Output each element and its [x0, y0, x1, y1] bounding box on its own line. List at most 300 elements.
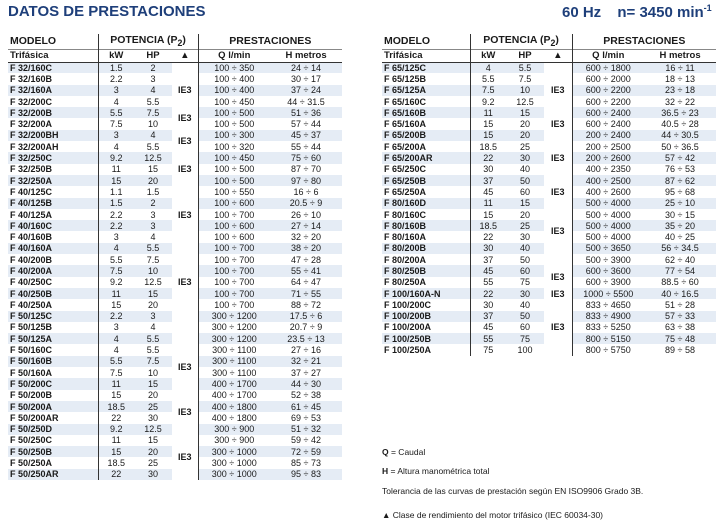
- flow-cell: 100 ÷ 700: [198, 254, 270, 265]
- hp-cell: 7.5: [134, 356, 172, 367]
- kw-cell: 4: [98, 141, 134, 152]
- flow-cell: 100 ÷ 600: [198, 198, 270, 209]
- hp-cell: 25: [506, 220, 544, 231]
- flow-cell: 100 ÷ 500: [198, 164, 270, 175]
- kw-cell: 30: [470, 164, 506, 175]
- hp-cell: 40: [506, 243, 544, 254]
- kw-cell: 2.2: [98, 73, 134, 84]
- flow-cell: 833 ÷ 5250: [572, 322, 644, 333]
- head-cell: 57 ÷ 44: [270, 118, 342, 129]
- hp-cell: 20: [134, 446, 172, 457]
- kw-cell: 2.2: [98, 220, 134, 231]
- hp-cell: 12.5: [134, 277, 172, 288]
- model-cell: F 50/160A: [8, 367, 98, 378]
- model-cell: F 50/125C: [8, 311, 98, 322]
- kw-cell: 15: [98, 446, 134, 457]
- model-cell: F 40/200A: [8, 265, 98, 276]
- head-cell: 35 ÷ 20: [644, 220, 716, 231]
- model-cell: F 50/250AR: [8, 469, 98, 480]
- table-row: [382, 265, 716, 276]
- kw-cell: 15: [470, 130, 506, 141]
- kw-cell: 1.5: [98, 198, 134, 209]
- hp-cell: 10: [506, 85, 544, 96]
- flow-cell: 100 ÷ 450: [198, 96, 270, 107]
- kw-cell: 3: [98, 85, 134, 96]
- flow-cell: 100 ÷ 700: [198, 265, 270, 276]
- legend-tolerance: Tolerancia de las curvas de prestación según EN ISO9906 Grado 3B.: [382, 486, 644, 496]
- table-row: [382, 254, 716, 265]
- kw-cell: 2.2: [98, 311, 134, 322]
- hp-cell: 4: [134, 130, 172, 141]
- efficiency-class-cell: IE3: [544, 311, 572, 345]
- flow-cell: 200 ÷ 2400: [572, 130, 644, 141]
- head-cell: 18 ÷ 13: [644, 73, 716, 84]
- hp-cell: 5.5: [134, 243, 172, 254]
- header-model: MODELO: [382, 34, 470, 49]
- kw-cell: 4: [98, 344, 134, 355]
- triangle-icon: ▲: [172, 49, 198, 62]
- model-cell: F 40/160C: [8, 220, 98, 231]
- table-body-left: [8, 62, 342, 480]
- hp-cell: 30: [134, 412, 172, 423]
- performance-table-right: [382, 34, 716, 356]
- table-row: [8, 107, 342, 118]
- model-cell: F 40/160A: [8, 243, 98, 254]
- head-cell: 37 ÷ 27: [270, 367, 342, 378]
- head-cell: 52 ÷ 38: [270, 390, 342, 401]
- flow-cell: 100 ÷ 400: [198, 85, 270, 96]
- efficiency-class-cell: [544, 344, 572, 355]
- flow-cell: 100 ÷ 500: [198, 118, 270, 129]
- head-cell: 57 ÷ 33: [644, 311, 716, 322]
- table-row: [8, 198, 342, 209]
- head-cell: 77 ÷ 54: [644, 265, 716, 276]
- header-model: MODELO: [8, 34, 98, 49]
- header-performance: PRESTACIONES: [198, 34, 342, 49]
- hp-cell: 7.5: [134, 254, 172, 265]
- kw-cell: 9.2: [98, 152, 134, 163]
- flow-cell: 600 ÷ 2200: [572, 96, 644, 107]
- model-cell: F 50/250D: [8, 424, 98, 435]
- hp-cell: 5.5: [134, 141, 172, 152]
- kw-cell: 7.5: [470, 85, 506, 96]
- kw-cell: 22: [98, 412, 134, 423]
- kw-cell: 11: [470, 107, 506, 118]
- model-cell: F 32/200AH: [8, 141, 98, 152]
- model-cell: F 65/200AR: [382, 152, 470, 163]
- triangle-icon: ▲: [544, 49, 572, 62]
- head-cell: 37 ÷ 24: [270, 85, 342, 96]
- hp-cell: 2: [134, 62, 172, 73]
- flow-cell: 100 ÷ 500: [198, 175, 270, 186]
- kw-cell: 30: [470, 243, 506, 254]
- header-kw: kW: [470, 49, 506, 62]
- header-hp: HP: [134, 49, 172, 62]
- head-cell: 44 ÷ 31.5: [270, 96, 342, 107]
- hp-cell: 20: [506, 130, 544, 141]
- hp-cell: 60: [506, 322, 544, 333]
- model-cell: F 100/250A: [382, 344, 470, 355]
- hp-cell: 40: [506, 299, 544, 310]
- model-cell: F 32/160C: [8, 62, 98, 73]
- flow-cell: 100 ÷ 700: [198, 209, 270, 220]
- model-cell: F 65/125C: [382, 62, 470, 73]
- hp-cell: 100: [506, 344, 544, 355]
- hp-cell: 20: [134, 175, 172, 186]
- kw-cell: 4: [470, 62, 506, 73]
- hp-cell: 40: [506, 164, 544, 175]
- head-cell: 50 ÷ 36.5: [644, 141, 716, 152]
- head-cell: 95 ÷ 83: [270, 469, 342, 480]
- model-cell: F 32/200B: [8, 107, 98, 118]
- kw-cell: 4: [98, 243, 134, 254]
- kw-cell: 22: [470, 288, 506, 299]
- kw-cell: 37: [470, 175, 506, 186]
- hp-cell: 5.5: [506, 62, 544, 73]
- head-cell: 51 ÷ 36: [270, 107, 342, 118]
- hp-cell: 10: [134, 265, 172, 276]
- efficiency-class-cell: IE3: [544, 73, 572, 107]
- flow-cell: 200 ÷ 2600: [572, 152, 644, 163]
- table-row: [8, 435, 342, 446]
- table-row: [8, 186, 342, 197]
- model-cell: F 80/160D: [382, 198, 470, 209]
- efficiency-class-cell: [544, 254, 572, 265]
- flow-cell: 300 ÷ 900: [198, 435, 270, 446]
- efficiency-class-cell: IE3: [172, 73, 198, 107]
- flow-cell: 600 ÷ 1800: [572, 62, 644, 73]
- kw-cell: 18.5: [470, 141, 506, 152]
- kw-cell: 7.5: [98, 118, 134, 129]
- model-cell: F 32/200C: [8, 96, 98, 107]
- model-cell: F 100/250B: [382, 333, 470, 344]
- kw-cell: 3: [98, 231, 134, 242]
- legend-q: Q = Caudal: [382, 447, 426, 457]
- flow-cell: 300 ÷ 1200: [198, 322, 270, 333]
- model-cell: F 100/200C: [382, 299, 470, 310]
- flow-cell: 600 ÷ 3900: [572, 277, 644, 288]
- kw-cell: 1.5: [98, 62, 134, 73]
- model-cell: F 40/250B: [8, 288, 98, 299]
- head-cell: 71 ÷ 55: [270, 288, 342, 299]
- efficiency-class-cell: IE3: [172, 344, 198, 389]
- head-cell: 26 ÷ 10: [270, 209, 342, 220]
- hp-cell: 4: [134, 322, 172, 333]
- kw-cell: 75: [470, 344, 506, 355]
- header-h: H metros: [270, 49, 342, 62]
- header-power: POTENCIA $(P_2)$: [98, 34, 198, 49]
- model-cell: F 50/200C: [8, 378, 98, 389]
- kw-cell: 5.5: [98, 107, 134, 118]
- flow-cell: 100 ÷ 450: [198, 152, 270, 163]
- hp-cell: 25: [134, 457, 172, 468]
- table-row: [382, 288, 716, 299]
- header-h: H metros: [644, 49, 716, 62]
- hp-cell: 5.5: [134, 333, 172, 344]
- kw-cell: 11: [98, 435, 134, 446]
- flow-cell: 500 ÷ 4000: [572, 209, 644, 220]
- efficiency-class-cell: IE3: [172, 390, 198, 435]
- kw-cell: 4: [98, 96, 134, 107]
- head-cell: 88 ÷ 72: [270, 299, 342, 310]
- hp-cell: 30: [134, 469, 172, 480]
- model-cell: F 32/160A: [8, 85, 98, 96]
- head-cell: 36.5 ÷ 23: [644, 107, 716, 118]
- flow-cell: 100 ÷ 600: [198, 220, 270, 231]
- kw-cell: 15: [98, 175, 134, 186]
- legend-triangle-note: ▲ Clase de rendimiento del motor trifásico (IEC 60034-30): [382, 510, 604, 520]
- efficiency-class-cell: [544, 62, 572, 73]
- kw-cell: 11: [98, 288, 134, 299]
- head-cell: 47 ÷ 28: [270, 254, 342, 265]
- flow-cell: 400 ÷ 1700: [198, 378, 270, 389]
- table-row: [382, 73, 716, 84]
- head-cell: 44 ÷ 30: [270, 378, 342, 389]
- model-cell: F 65/250C: [382, 164, 470, 175]
- hp-cell: 5.5: [134, 344, 172, 355]
- model-cell: F 80/250B: [382, 265, 470, 276]
- model-cell: F 32/200A: [8, 118, 98, 129]
- head-cell: 40 ÷ 25: [644, 231, 716, 242]
- model-cell: F 50/250B: [8, 446, 98, 457]
- hp-cell: 60: [506, 265, 544, 276]
- model-cell: F 50/125B: [8, 322, 98, 333]
- flow-cell: 800 ÷ 5150: [572, 333, 644, 344]
- head-cell: 87 ÷ 70: [270, 164, 342, 175]
- kw-cell: 7.5: [98, 265, 134, 276]
- head-cell: 56 ÷ 34.5: [644, 243, 716, 254]
- kw-cell: 3: [98, 322, 134, 333]
- hp-cell: 25: [134, 401, 172, 412]
- head-cell: 64 ÷ 47: [270, 277, 342, 288]
- head-cell: 32 ÷ 22: [644, 96, 716, 107]
- table-row: [382, 175, 716, 186]
- model-cell: F 50/160C: [8, 344, 98, 355]
- kw-cell: 45: [470, 186, 506, 197]
- hp-cell: 50: [506, 254, 544, 265]
- hp-cell: 60: [506, 186, 544, 197]
- head-cell: 76 ÷ 53: [644, 164, 716, 175]
- efficiency-class-cell: IE3: [544, 288, 572, 299]
- model-cell: F 40/250C: [8, 277, 98, 288]
- flow-cell: 100 ÷ 700: [198, 299, 270, 310]
- kw-cell: 11: [470, 198, 506, 209]
- head-cell: 88.5 ÷ 60: [644, 277, 716, 288]
- kw-cell: 37: [470, 311, 506, 322]
- head-cell: 97 ÷ 80: [270, 175, 342, 186]
- hp-cell: 15: [134, 378, 172, 389]
- model-cell: F 50/250C: [8, 435, 98, 446]
- table-body-right: [382, 62, 716, 356]
- flow-cell: 400 ÷ 2350: [572, 164, 644, 175]
- hp-cell: 4: [134, 85, 172, 96]
- flow-cell: 833 ÷ 4900: [572, 311, 644, 322]
- flow-cell: 500 ÷ 4000: [572, 220, 644, 231]
- efficiency-class-cell: [172, 62, 198, 73]
- kw-cell: 18.5: [470, 220, 506, 231]
- efficiency-class-cell: IE3: [544, 141, 572, 175]
- head-cell: 57 ÷ 42: [644, 152, 716, 163]
- hp-cell: 2: [134, 198, 172, 209]
- efficiency-class-cell: IE3: [172, 198, 198, 232]
- hp-cell: 12.5: [134, 424, 172, 435]
- model-cell: F 40/125A: [8, 209, 98, 220]
- hp-cell: 25: [506, 141, 544, 152]
- model-cell: F 40/200B: [8, 254, 98, 265]
- hp-cell: 10: [134, 367, 172, 378]
- model-cell: F 80/200B: [382, 243, 470, 254]
- flow-cell: 300 ÷ 1000: [198, 469, 270, 480]
- hp-cell: 7.5: [506, 73, 544, 84]
- kw-cell: 22: [470, 231, 506, 242]
- flow-cell: 100 ÷ 700: [198, 288, 270, 299]
- hp-cell: 15: [506, 198, 544, 209]
- table-row: [8, 390, 342, 401]
- head-cell: 75 ÷ 48: [644, 333, 716, 344]
- model-cell: F 40/160B: [8, 231, 98, 242]
- head-cell: 30 ÷ 15: [644, 209, 716, 220]
- legend-h: H = Altura manométrica total: [382, 466, 490, 476]
- model-cell: F 50/200A: [8, 401, 98, 412]
- kw-cell: 9.2: [470, 96, 506, 107]
- head-cell: 55 ÷ 41: [270, 265, 342, 276]
- flow-cell: 100 ÷ 320: [198, 141, 270, 152]
- flow-cell: 1000 ÷ 5500: [572, 288, 644, 299]
- efficiency-class-cell: IE3: [172, 130, 198, 153]
- kw-cell: 15: [98, 390, 134, 401]
- kw-cell: 11: [98, 164, 134, 175]
- model-cell: F 32/160B: [8, 73, 98, 84]
- head-cell: 75 ÷ 60: [270, 152, 342, 163]
- flow-cell: 800 ÷ 5750: [572, 344, 644, 355]
- flow-cell: 100 ÷ 600: [198, 231, 270, 242]
- head-cell: 87 ÷ 62: [644, 175, 716, 186]
- model-cell: F 32/250C: [8, 152, 98, 163]
- head-cell: 72 ÷ 59: [270, 446, 342, 457]
- head-cell: 32 ÷ 21: [270, 356, 342, 367]
- head-cell: 51 ÷ 28: [644, 299, 716, 310]
- flow-cell: 300 ÷ 1200: [198, 333, 270, 344]
- kw-cell: 22: [98, 469, 134, 480]
- flow-cell: 300 ÷ 1100: [198, 344, 270, 355]
- header-model-sub: Trifásica: [382, 49, 470, 62]
- head-cell: 25 ÷ 10: [644, 198, 716, 209]
- kw-cell: 22: [470, 152, 506, 163]
- flow-cell: 100 ÷ 350: [198, 62, 270, 73]
- table-row: [382, 344, 716, 355]
- flow-cell: 600 ÷ 3600: [572, 265, 644, 276]
- model-cell: F 100/200B: [382, 311, 470, 322]
- efficiency-class-cell: [544, 299, 572, 310]
- kw-cell: 37: [470, 254, 506, 265]
- head-cell: 95 ÷ 68: [644, 186, 716, 197]
- hp-cell: 1.5: [134, 186, 172, 197]
- kw-cell: 7.5: [98, 367, 134, 378]
- kw-cell: 15: [470, 209, 506, 220]
- head-cell: 17.5 ÷ 6: [270, 311, 342, 322]
- head-cell: 20.7 ÷ 9: [270, 322, 342, 333]
- head-cell: 40.5 ÷ 28: [644, 118, 716, 129]
- hp-cell: 15: [506, 107, 544, 118]
- head-cell: 23.5 ÷ 13: [270, 333, 342, 344]
- efficiency-class-cell: IE3: [172, 435, 198, 480]
- kw-cell: 1.1: [98, 186, 134, 197]
- table-row: [8, 73, 342, 84]
- hp-cell: 3: [134, 73, 172, 84]
- table-row: [382, 107, 716, 118]
- speed: n= 3450 $\min^{-1}$: [617, 3, 712, 21]
- model-cell: F 80/250A: [382, 277, 470, 288]
- table-row: [8, 333, 342, 344]
- hp-cell: 50: [506, 311, 544, 322]
- kw-cell: 5.5: [470, 73, 506, 84]
- hp-cell: 4: [134, 231, 172, 242]
- kw-cell: 15: [470, 118, 506, 129]
- kw-cell: 9.2: [98, 277, 134, 288]
- flow-cell: 600 ÷ 2400: [572, 107, 644, 118]
- kw-cell: 2.2: [98, 209, 134, 220]
- efficiency-class-cell: IE3: [544, 175, 572, 209]
- hp-cell: 5.5: [134, 96, 172, 107]
- frequency: 60 Hz: [562, 4, 602, 21]
- efficiency-class-cell: [172, 186, 198, 197]
- flow-cell: 100 ÷ 700: [198, 277, 270, 288]
- kw-cell: 5.5: [98, 254, 134, 265]
- model-cell: F 50/200B: [8, 390, 98, 401]
- hp-cell: 30: [506, 231, 544, 242]
- kw-cell: 30: [470, 299, 506, 310]
- head-cell: 59 ÷ 42: [270, 435, 342, 446]
- flow-cell: 400 ÷ 1800: [198, 401, 270, 412]
- header-model-sub: Trifásica: [8, 49, 98, 62]
- flow-cell: 300 ÷ 1100: [198, 356, 270, 367]
- model-cell: F 40/250A: [8, 299, 98, 310]
- model-cell: F 80/160A: [382, 231, 470, 242]
- table-row: [382, 141, 716, 152]
- table-row: [8, 231, 342, 242]
- model-cell: F 50/125A: [8, 333, 98, 344]
- head-cell: 44 ÷ 30.5: [644, 130, 716, 141]
- flow-cell: 100 ÷ 300: [198, 130, 270, 141]
- model-cell: F 65/250B: [382, 175, 470, 186]
- kw-cell: 15: [98, 299, 134, 310]
- flow-cell: 200 ÷ 2500: [572, 141, 644, 152]
- hp-cell: 20: [134, 299, 172, 310]
- efficiency-class-cell: IE3: [544, 209, 572, 254]
- table-row: [382, 299, 716, 310]
- model-cell: F 100/160A-N: [382, 288, 470, 299]
- flow-cell: 100 ÷ 500: [198, 107, 270, 118]
- flow-cell: 400 ÷ 2500: [572, 175, 644, 186]
- efficiency-class-cell: IE3: [544, 107, 572, 141]
- efficiency-class-cell: IE3: [172, 231, 198, 333]
- hp-cell: 15: [134, 164, 172, 175]
- flow-cell: 100 ÷ 400: [198, 73, 270, 84]
- model-cell: F 65/200A: [382, 141, 470, 152]
- kw-cell: 3: [98, 130, 134, 141]
- head-cell: 61 ÷ 45: [270, 401, 342, 412]
- head-cell: 16 ÷ 11: [644, 62, 716, 73]
- hp-cell: 12.5: [506, 96, 544, 107]
- model-cell: F 65/125B: [382, 73, 470, 84]
- model-cell: F 80/160C: [382, 209, 470, 220]
- performance-table-left: [8, 34, 342, 480]
- table-row: [382, 62, 716, 73]
- kw-cell: 11: [98, 378, 134, 389]
- flow-cell: 100 ÷ 550: [198, 186, 270, 197]
- head-cell: 45 ÷ 37: [270, 130, 342, 141]
- flow-cell: 300 ÷ 1100: [198, 367, 270, 378]
